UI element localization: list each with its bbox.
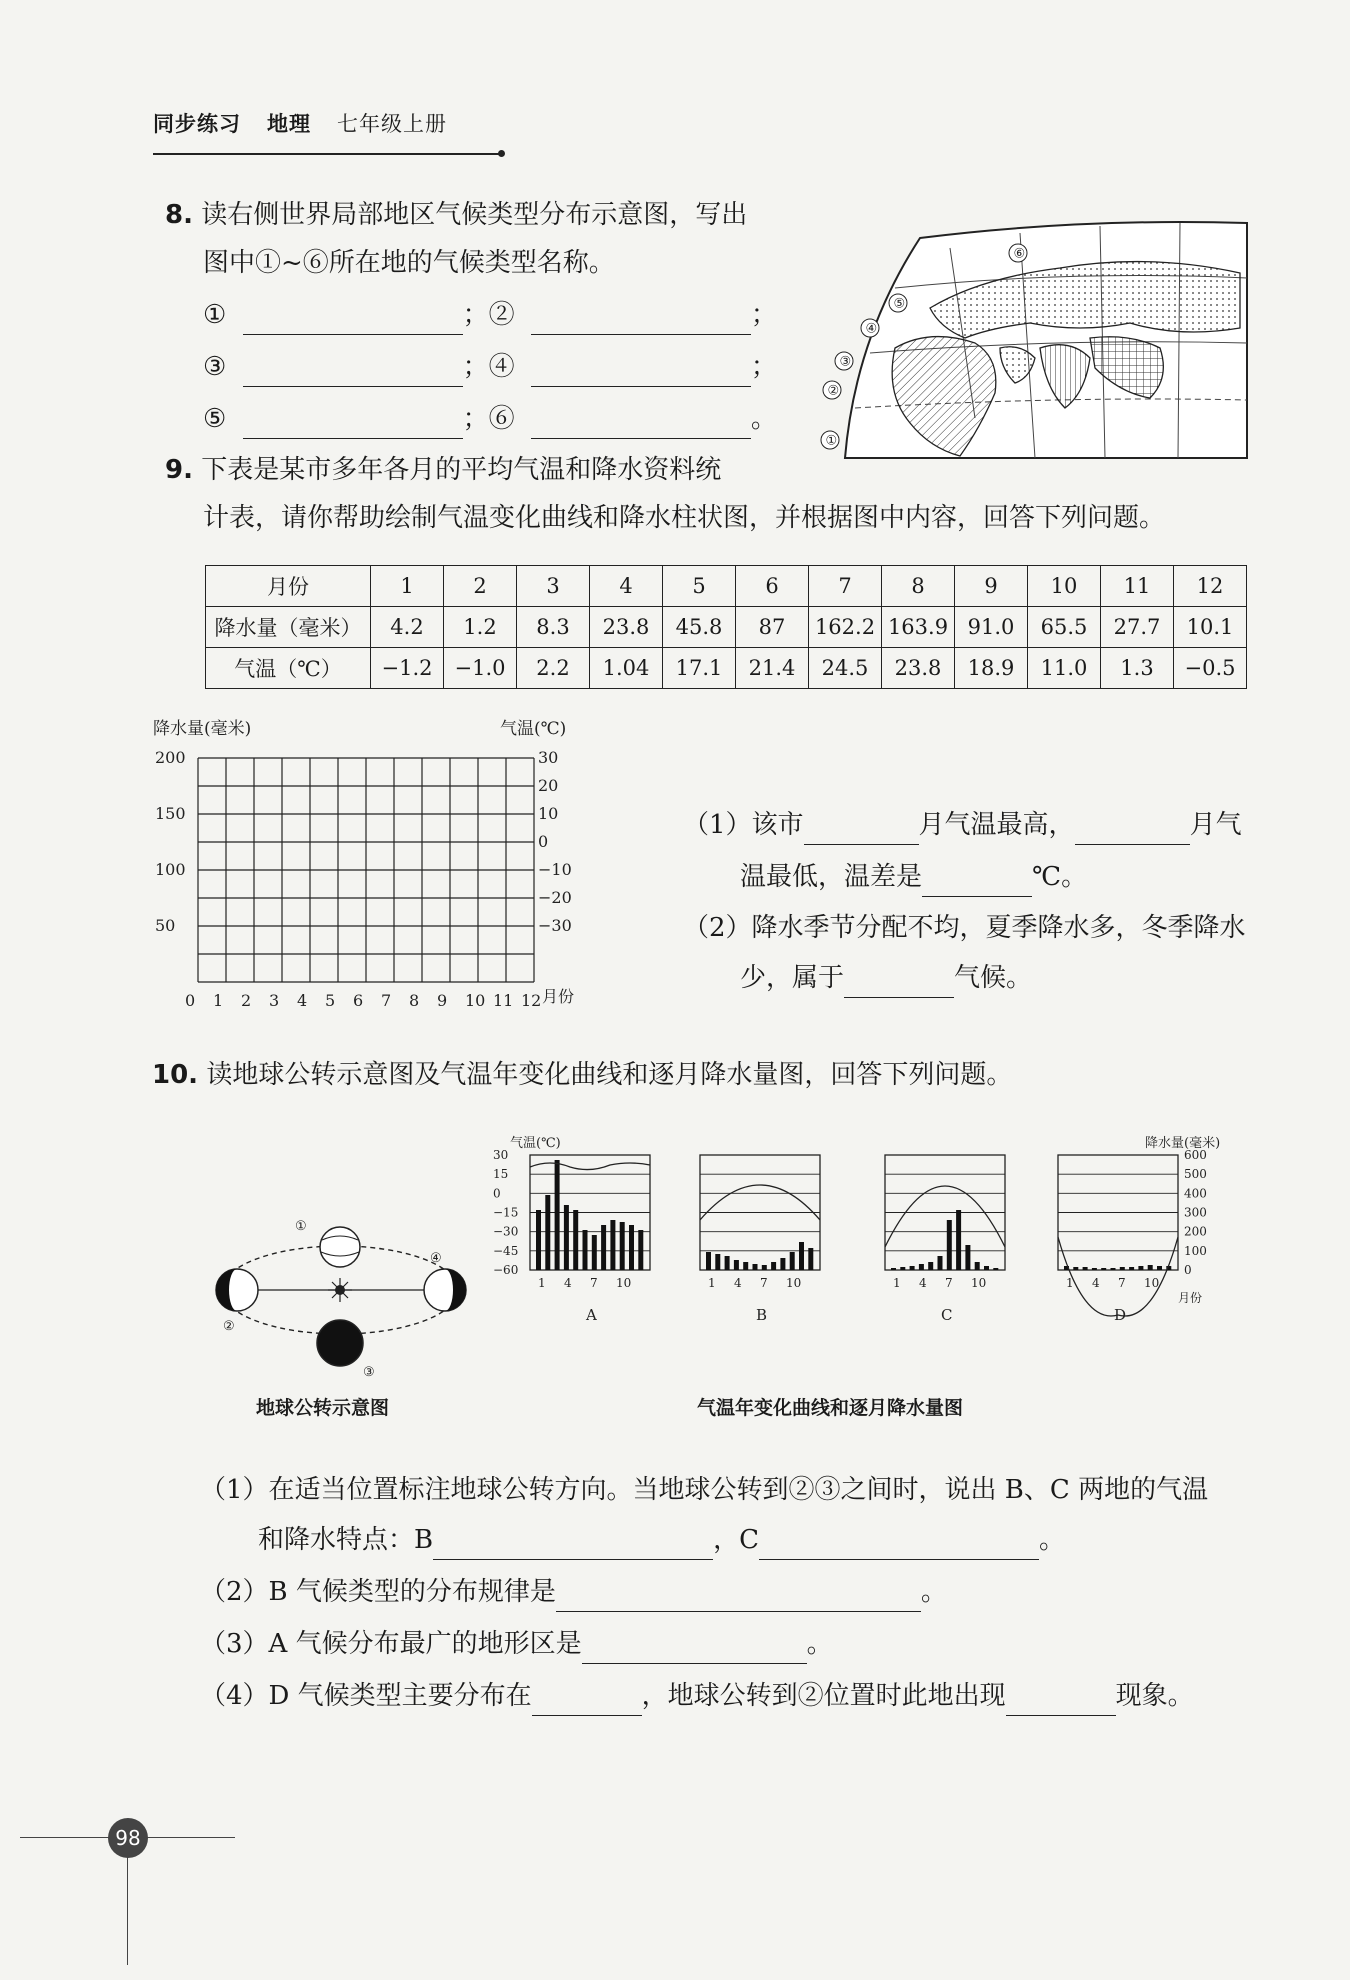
precip-bar bbox=[910, 1266, 915, 1270]
table-cell: 23.8 bbox=[882, 648, 955, 689]
precip-bar bbox=[1138, 1266, 1143, 1270]
precip-bar bbox=[583, 1230, 588, 1270]
chart-letter: B bbox=[756, 1306, 768, 1324]
orbit-label-3: ③ bbox=[363, 1365, 375, 1380]
q10-blank-distribution[interactable] bbox=[556, 1581, 921, 1612]
precip-bar bbox=[1111, 1268, 1116, 1270]
grid-x-tick: 11 bbox=[493, 991, 514, 1010]
precip-bar bbox=[947, 1220, 952, 1270]
table-cell: 2.2 bbox=[517, 648, 590, 689]
earth-position-2-icon bbox=[216, 1269, 258, 1311]
climate-chart-C bbox=[885, 1155, 1005, 1324]
precip-bar bbox=[975, 1262, 980, 1270]
charts-caption: 气温年变化曲线和逐月降水量图 bbox=[697, 1397, 964, 1419]
q10-blank-c[interactable] bbox=[759, 1529, 1039, 1560]
table-cell: −0.5 bbox=[1174, 648, 1247, 689]
precip-bar bbox=[1101, 1268, 1106, 1270]
table-cell: 1.3 bbox=[1101, 648, 1174, 689]
precip-bar bbox=[1148, 1265, 1153, 1270]
q10-sub3: （3）A 气候分布最广的地形区是 。 bbox=[200, 1624, 833, 1664]
q8-blank-2[interactable] bbox=[531, 304, 751, 335]
map-label-6: ⑥ bbox=[1013, 246, 1026, 262]
grid-x-unit: 月份 bbox=[542, 987, 575, 1006]
q9-text1: 下表是某市多年各月的平均气温和降水资料统 bbox=[201, 455, 722, 485]
climate-chart-D bbox=[1058, 1155, 1178, 1324]
q8-blank-3[interactable] bbox=[243, 356, 463, 387]
grid-x-tick: 2 bbox=[241, 991, 252, 1010]
q10-line1 bbox=[152, 1055, 1012, 1095]
table-cell: 17.1 bbox=[663, 648, 736, 689]
q10-number: 10. bbox=[152, 1060, 199, 1090]
table-cell: 7 bbox=[809, 566, 882, 607]
climate-chart-B bbox=[700, 1155, 820, 1324]
q9-text2: 计表，请你帮助绘制气温变化曲线和降水柱状图，并根据图中内容，回答下列问题。 bbox=[203, 503, 1166, 533]
q8-answer-row-3: ⑤ ；⑥ 。 bbox=[203, 399, 777, 439]
chart-x-tick: 4 bbox=[564, 1276, 572, 1290]
precip-tick: 400 bbox=[1184, 1186, 1207, 1201]
chart-x-tick: 4 bbox=[1092, 1276, 1100, 1290]
chart-precip-label: 降水量(毫米) bbox=[1145, 1136, 1221, 1151]
precip-bar bbox=[638, 1230, 643, 1270]
table-cell: 27.7 bbox=[1101, 607, 1174, 648]
q8-text2: 图中①~⑥所在地的气候类型名称。 bbox=[203, 248, 615, 278]
chart-x-tick: 1 bbox=[708, 1276, 716, 1290]
grid-x-tick: 12 bbox=[521, 991, 542, 1010]
precip-bar bbox=[808, 1248, 813, 1270]
q10-sub1-line2: 和降水特点：B ，C 。 bbox=[258, 1520, 1065, 1560]
q8-label-2: ② bbox=[488, 300, 515, 330]
table-row-months bbox=[206, 566, 1247, 607]
q10-sub2: （2）B 气候类型的分布规律是 。 bbox=[200, 1572, 947, 1612]
table-cell: 3 bbox=[517, 566, 590, 607]
precip-bar bbox=[984, 1266, 989, 1270]
grid-x-tick: 1 bbox=[213, 991, 224, 1010]
grid-x-tick: 0 bbox=[185, 991, 196, 1010]
chart-letter: C bbox=[941, 1306, 953, 1324]
table-cell: 162.2 bbox=[809, 607, 882, 648]
precip-bar bbox=[545, 1195, 550, 1270]
header-rule bbox=[153, 153, 503, 155]
chart-x-tick: 4 bbox=[734, 1276, 742, 1290]
q9-sub2-line2: 少，属于 气候。 bbox=[740, 958, 1032, 998]
temp-tick: 0 bbox=[493, 1186, 501, 1201]
chart-x-tick: 1 bbox=[893, 1276, 901, 1290]
temp-tick: −30 bbox=[493, 1224, 519, 1239]
earth-position-4-icon bbox=[424, 1269, 466, 1311]
grid-right-tick: 30 bbox=[538, 748, 559, 767]
q8-label-5: ⑤ bbox=[203, 404, 227, 434]
header-book: 同步练习 bbox=[153, 112, 241, 136]
q8-label-4: ④ bbox=[488, 352, 515, 382]
chart-x-tick: 1 bbox=[1066, 1276, 1074, 1290]
grid-left-tick: 100 bbox=[155, 860, 186, 879]
table-cell: 5 bbox=[663, 566, 736, 607]
precip-bar bbox=[1129, 1267, 1134, 1270]
chart-letter: D bbox=[1114, 1306, 1127, 1324]
q8-label-6: ⑥ bbox=[488, 404, 515, 434]
grid-left-tick: 150 bbox=[155, 804, 186, 823]
table-cell: 2 bbox=[444, 566, 517, 607]
precip-tick: 100 bbox=[1184, 1243, 1207, 1258]
map-label-4: ④ bbox=[865, 321, 878, 337]
chart-x-tick: 10 bbox=[616, 1276, 632, 1290]
map-label-1: ① bbox=[825, 433, 838, 449]
table-cell: 4 bbox=[590, 566, 663, 607]
precip-bar bbox=[1157, 1266, 1162, 1270]
table-row-temp bbox=[206, 648, 1247, 689]
precip-bar bbox=[715, 1254, 720, 1270]
table-cell: 45.8 bbox=[663, 607, 736, 648]
table-cell: 6 bbox=[736, 566, 809, 607]
q9-sub1-line2: 温最低，温差是 ℃。 bbox=[740, 857, 1087, 897]
grid-left-axis-label: 降水量(毫米) bbox=[153, 719, 252, 739]
precip-bar bbox=[706, 1252, 711, 1270]
q8-label-3: ③ bbox=[203, 352, 227, 382]
blank-climate-grid bbox=[150, 712, 600, 1012]
precip-bar bbox=[938, 1256, 943, 1270]
temp-tick: 30 bbox=[493, 1148, 509, 1162]
orbit-label-1: ① bbox=[295, 1219, 307, 1234]
earth-position-3-icon bbox=[317, 1320, 363, 1366]
table-cell: 11.0 bbox=[1028, 648, 1101, 689]
table-cell: 87 bbox=[736, 607, 809, 648]
precip-bar bbox=[620, 1222, 625, 1270]
table-cell: 8.3 bbox=[517, 607, 590, 648]
precip-bar bbox=[771, 1262, 776, 1270]
q8-text1: 读右侧世界局部地区气候类型分布示意图，写出 bbox=[201, 200, 748, 230]
grid-right-tick: −10 bbox=[538, 860, 572, 879]
q10-blank-phenomenon[interactable] bbox=[1006, 1685, 1116, 1716]
q9-blank-temp-range[interactable] bbox=[922, 866, 1032, 897]
grid-right-axis-label: 气温(℃) bbox=[500, 719, 567, 739]
precip-bar bbox=[743, 1262, 748, 1270]
grid-x-tick: 8 bbox=[409, 991, 420, 1010]
precip-tick: 200 bbox=[1184, 1224, 1207, 1239]
q8-blank-5[interactable] bbox=[243, 408, 463, 439]
header-subject: 地理 bbox=[267, 112, 311, 136]
table-cell: −1.2 bbox=[371, 648, 444, 689]
row-header: 气温（℃） bbox=[206, 648, 371, 689]
chart-x-tick: 7 bbox=[1118, 1276, 1126, 1290]
grid-x-tick: 7 bbox=[381, 991, 392, 1010]
table-cell: 8 bbox=[882, 566, 955, 607]
temp-curve bbox=[885, 1186, 1005, 1247]
q10-sub1-line1: （1）在适当位置标注地球公转方向。当地球公转到②③之间时，说出 B、C 两地的气温 bbox=[200, 1475, 1209, 1505]
q10-blank-d-region[interactable] bbox=[532, 1685, 642, 1716]
precip-tick: 500 bbox=[1184, 1167, 1207, 1182]
table-cell: 23.8 bbox=[590, 607, 663, 648]
table-row-precip bbox=[206, 607, 1247, 648]
q8-line1 bbox=[165, 195, 747, 235]
grid-right-tick: 20 bbox=[538, 776, 559, 795]
chart-x-tick: 4 bbox=[919, 1276, 927, 1290]
q9-blank-climate[interactable] bbox=[844, 967, 954, 998]
orbit-label-4: ④ bbox=[430, 1251, 442, 1266]
precip-bar bbox=[555, 1160, 560, 1270]
q9-number: 9. bbox=[165, 455, 193, 485]
precip-bar bbox=[799, 1242, 804, 1270]
chart-x-unit: 月份 bbox=[1178, 1291, 1203, 1305]
grid-left-tick: 200 bbox=[155, 748, 186, 767]
temp-curve bbox=[700, 1185, 820, 1220]
chart-x-tick: 10 bbox=[786, 1276, 802, 1290]
chart-x-tick: 7 bbox=[945, 1276, 953, 1290]
grid-x-tick: 9 bbox=[437, 991, 448, 1010]
table-cell: 4.2 bbox=[371, 607, 444, 648]
precip-bar bbox=[734, 1260, 739, 1270]
precip-bar bbox=[536, 1210, 541, 1270]
chart-x-tick: 7 bbox=[760, 1276, 768, 1290]
q9-blank-max-month[interactable] bbox=[804, 814, 919, 845]
table-cell: 10 bbox=[1028, 566, 1101, 607]
footer-vertical-rule bbox=[127, 1855, 128, 1965]
header-grade: 七年级上册 bbox=[337, 112, 447, 136]
grid-right-tick: −20 bbox=[538, 888, 572, 907]
grid-right-tick: 10 bbox=[538, 804, 559, 823]
precip-bar bbox=[993, 1268, 998, 1270]
q8-blank-6[interactable] bbox=[531, 408, 751, 439]
precip-bar bbox=[610, 1220, 615, 1270]
table-cell: 1 bbox=[371, 566, 444, 607]
precip-bar bbox=[919, 1264, 924, 1270]
climate-chart-A bbox=[530, 1155, 650, 1324]
chart-x-tick: 1 bbox=[538, 1276, 546, 1290]
chart-temp-label: 气温(℃) bbox=[510, 1136, 561, 1151]
grid-x-tick: 10 bbox=[465, 991, 486, 1010]
table-cell: 12 bbox=[1174, 566, 1247, 607]
table-cell: 18.9 bbox=[955, 648, 1028, 689]
temp-curve bbox=[530, 1163, 650, 1170]
orbit-caption: 地球公转示意图 bbox=[256, 1397, 390, 1419]
grid-x-tick: 4 bbox=[297, 991, 308, 1010]
q8-label-1: ① bbox=[203, 300, 227, 330]
q8-answer-row-1: ① ；② ； bbox=[203, 295, 777, 335]
chart-x-tick: 10 bbox=[1144, 1276, 1160, 1290]
chart-x-tick: 10 bbox=[971, 1276, 987, 1290]
earth-orbit-diagram bbox=[205, 1210, 480, 1380]
header-rule-dot bbox=[498, 150, 505, 157]
q8-blank-1[interactable] bbox=[243, 304, 463, 335]
table-cell: 9 bbox=[955, 566, 1028, 607]
orbit-label-2: ② bbox=[223, 1319, 235, 1334]
temp-tick: −60 bbox=[493, 1263, 519, 1277]
climate-charts bbox=[490, 1125, 1235, 1365]
map-label-2: ② bbox=[827, 383, 840, 399]
precip-bar bbox=[592, 1235, 597, 1270]
precip-bar bbox=[629, 1225, 634, 1270]
running-header bbox=[153, 108, 473, 138]
precip-bar bbox=[928, 1262, 933, 1270]
q10-text: 读地球公转示意图及气温年变化曲线和逐月降水量图，回答下列问题。 bbox=[206, 1060, 1013, 1090]
precip-bar bbox=[753, 1264, 758, 1270]
precip-bar bbox=[1083, 1267, 1088, 1270]
temp-tick: 15 bbox=[493, 1167, 509, 1182]
map-label-5: ⑤ bbox=[893, 296, 906, 312]
q9-sub2-line1: （2）降水季节分配不均，夏季降水多，冬季降水 bbox=[683, 913, 1246, 943]
precip-bar bbox=[1120, 1267, 1125, 1270]
q10-blank-b[interactable] bbox=[433, 1529, 713, 1560]
precip-bar bbox=[956, 1210, 961, 1270]
grid-right-tick: 0 bbox=[538, 832, 549, 851]
table-cell: 1.04 bbox=[590, 648, 663, 689]
precip-bar bbox=[1092, 1268, 1097, 1270]
table-cell: −1.0 bbox=[444, 648, 517, 689]
precip-tick: 600 bbox=[1184, 1148, 1207, 1162]
q9-line1 bbox=[165, 450, 721, 490]
row-header: 月份 bbox=[206, 566, 371, 607]
precip-bar bbox=[725, 1256, 730, 1270]
q10-sub4: （4）D 气候类型主要分布在 ，地球公转到②位置时此地出现 现象。 bbox=[200, 1676, 1194, 1716]
q10-blank-landform[interactable] bbox=[582, 1633, 807, 1664]
precip-bar bbox=[891, 1268, 896, 1270]
table-cell: 21.4 bbox=[736, 648, 809, 689]
grid-x-tick: 6 bbox=[353, 991, 364, 1010]
earth-position-1-icon bbox=[320, 1227, 360, 1267]
precip-bar bbox=[900, 1267, 905, 1270]
q9-sub1-line1: （1）该市 月气温最高， 月气 bbox=[683, 805, 1242, 845]
table-cell: 1.2 bbox=[444, 607, 517, 648]
chart-letter: A bbox=[586, 1306, 597, 1324]
sun-icon bbox=[328, 1278, 352, 1302]
grid-right-tick: −30 bbox=[538, 916, 572, 935]
q8-blank-4[interactable] bbox=[531, 356, 751, 387]
temp-tick: −15 bbox=[493, 1205, 519, 1220]
q8-answer-row-2: ③ ；④ ； bbox=[203, 347, 777, 387]
page-number: 98 bbox=[108, 1818, 148, 1858]
precip-bar bbox=[965, 1245, 970, 1270]
grid-x-tick: 3 bbox=[269, 991, 280, 1010]
climate-map bbox=[800, 218, 1250, 463]
map-label-3: ③ bbox=[839, 354, 852, 370]
grid-x-tick: 5 bbox=[325, 991, 336, 1010]
precip-bar bbox=[564, 1205, 569, 1270]
precip-bar bbox=[573, 1210, 578, 1270]
chart-x-tick: 7 bbox=[590, 1276, 598, 1290]
q8-number: 8. bbox=[165, 200, 193, 230]
table-cell: 65.5 bbox=[1028, 607, 1101, 648]
precip-tick: 0 bbox=[1184, 1263, 1192, 1277]
precip-bar bbox=[601, 1225, 606, 1270]
row-header: 降水量（毫米） bbox=[206, 607, 371, 648]
precip-bar bbox=[1073, 1267, 1078, 1270]
q9-blank-min-month[interactable] bbox=[1075, 814, 1190, 845]
precip-bar bbox=[762, 1265, 767, 1270]
precip-bar bbox=[780, 1258, 785, 1270]
precip-tick: 300 bbox=[1184, 1205, 1207, 1220]
table-cell: 11 bbox=[1101, 566, 1174, 607]
table-cell: 91.0 bbox=[955, 607, 1028, 648]
precip-bar bbox=[790, 1252, 795, 1270]
table-cell: 163.9 bbox=[882, 607, 955, 648]
table-cell: 24.5 bbox=[809, 648, 882, 689]
climate-data-table bbox=[205, 565, 1247, 689]
grid-left-tick: 50 bbox=[155, 916, 176, 935]
table-cell: 10.1 bbox=[1174, 607, 1247, 648]
temp-tick: −45 bbox=[493, 1243, 519, 1258]
